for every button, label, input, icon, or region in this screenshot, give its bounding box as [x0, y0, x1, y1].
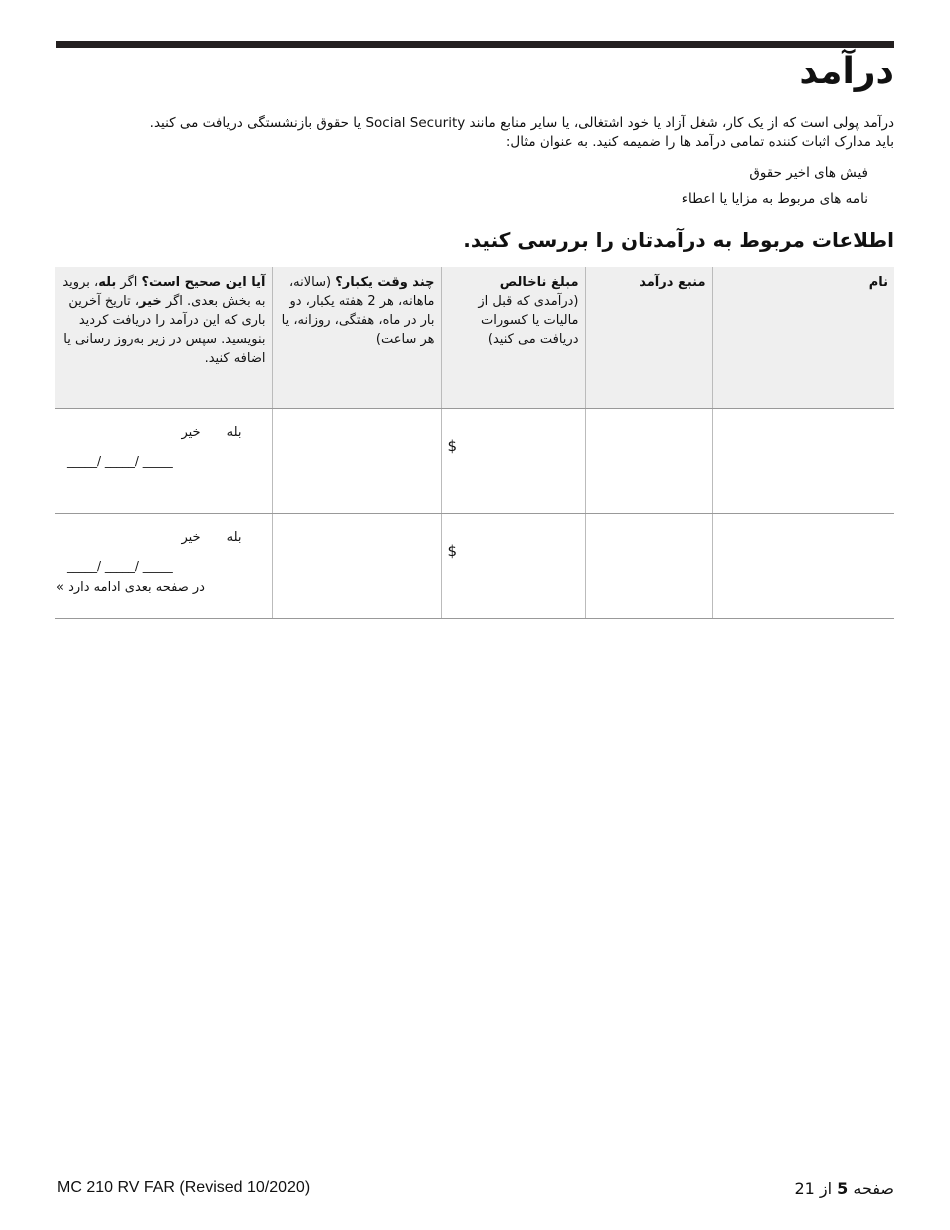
page-current: 5: [837, 1179, 849, 1198]
intro-line-1: درآمد پولی است که از یک کار، شغل آزاد یا خود اشتغالی، یا سایر منابع مانند Social Security یا حقوق بازنشستگی دریافت می کنید.: [149, 115, 894, 131]
table-header-row: [55, 267, 894, 409]
date-field[interactable]: _____/ _____/ _____: [67, 454, 173, 468]
frequency-cell[interactable]: [272, 409, 441, 514]
header-gross-amount: مبلغ ناخالص (درآمدی که قبل از مالیات یا کسورات دریافت می کنید): [441, 267, 585, 409]
yes-option[interactable]: بله: [226, 425, 242, 440]
frequency-cell[interactable]: [272, 514, 441, 619]
example-item: نامه های مربوط به مزایا یا اعطاء: [681, 191, 868, 207]
example-item: فیش های اخیر حقوق: [749, 165, 868, 181]
header-confirm: آیا این صحیح است؟ اگر بله، بروید به بخش بعدی. اگر خیر، تاریخ آخرین باری که این درآمد را دریافت کردید بنویسید. سپس در زیر به‌روز رسانی یا اضافه کنید.: [55, 267, 272, 409]
page-word: صفحه: [853, 1179, 894, 1198]
source-cell[interactable]: [585, 514, 712, 619]
name-cell[interactable]: [712, 514, 894, 619]
table-row: [55, 409, 894, 514]
no-option[interactable]: خیر: [181, 530, 201, 545]
examples-list: [682, 160, 868, 212]
header-source: منبع درآمد: [585, 267, 712, 409]
form-id: MC 210 RV FAR (Revised 10/2020): [57, 1179, 311, 1196]
page-title: درآمد: [799, 51, 894, 92]
gross-amount-cell[interactable]: $: [441, 514, 585, 619]
name-cell[interactable]: [712, 409, 894, 514]
of-word: از: [819, 1179, 833, 1198]
yes-option[interactable]: بله: [226, 530, 242, 545]
page-number: [794, 1179, 894, 1198]
source-cell[interactable]: [585, 409, 712, 514]
table-row: [55, 514, 894, 619]
top-rule: [56, 41, 894, 48]
no-option[interactable]: خیر: [181, 425, 201, 440]
header-name: نام: [712, 267, 894, 409]
continued-note: در صفحه بعدی ادامه دارد »: [56, 580, 205, 595]
page-total: 21: [794, 1179, 815, 1198]
intro-line-2: باید مدارک اثبات کننده تمامی درآمد ها را ضمیمه کنید. به عنوان مثال:: [505, 134, 894, 150]
section-heading: اطلاعات مربوط به درآمدتان را بررسی کنید.: [463, 228, 894, 252]
confirm-cell: [55, 514, 272, 619]
header-frequency: چند وقت یکبار؟ (سالانه، ماهانه، هر 2 هفته یکبار، دو بار در ماه، هفتگی، روزانه، یا هر ساعت): [272, 267, 441, 409]
confirm-cell: [55, 409, 272, 514]
income-table: [55, 267, 894, 619]
intro-text: [54, 114, 894, 152]
date-field[interactable]: _____/ _____/ _____: [67, 559, 173, 573]
gross-amount-cell[interactable]: $: [441, 409, 585, 514]
